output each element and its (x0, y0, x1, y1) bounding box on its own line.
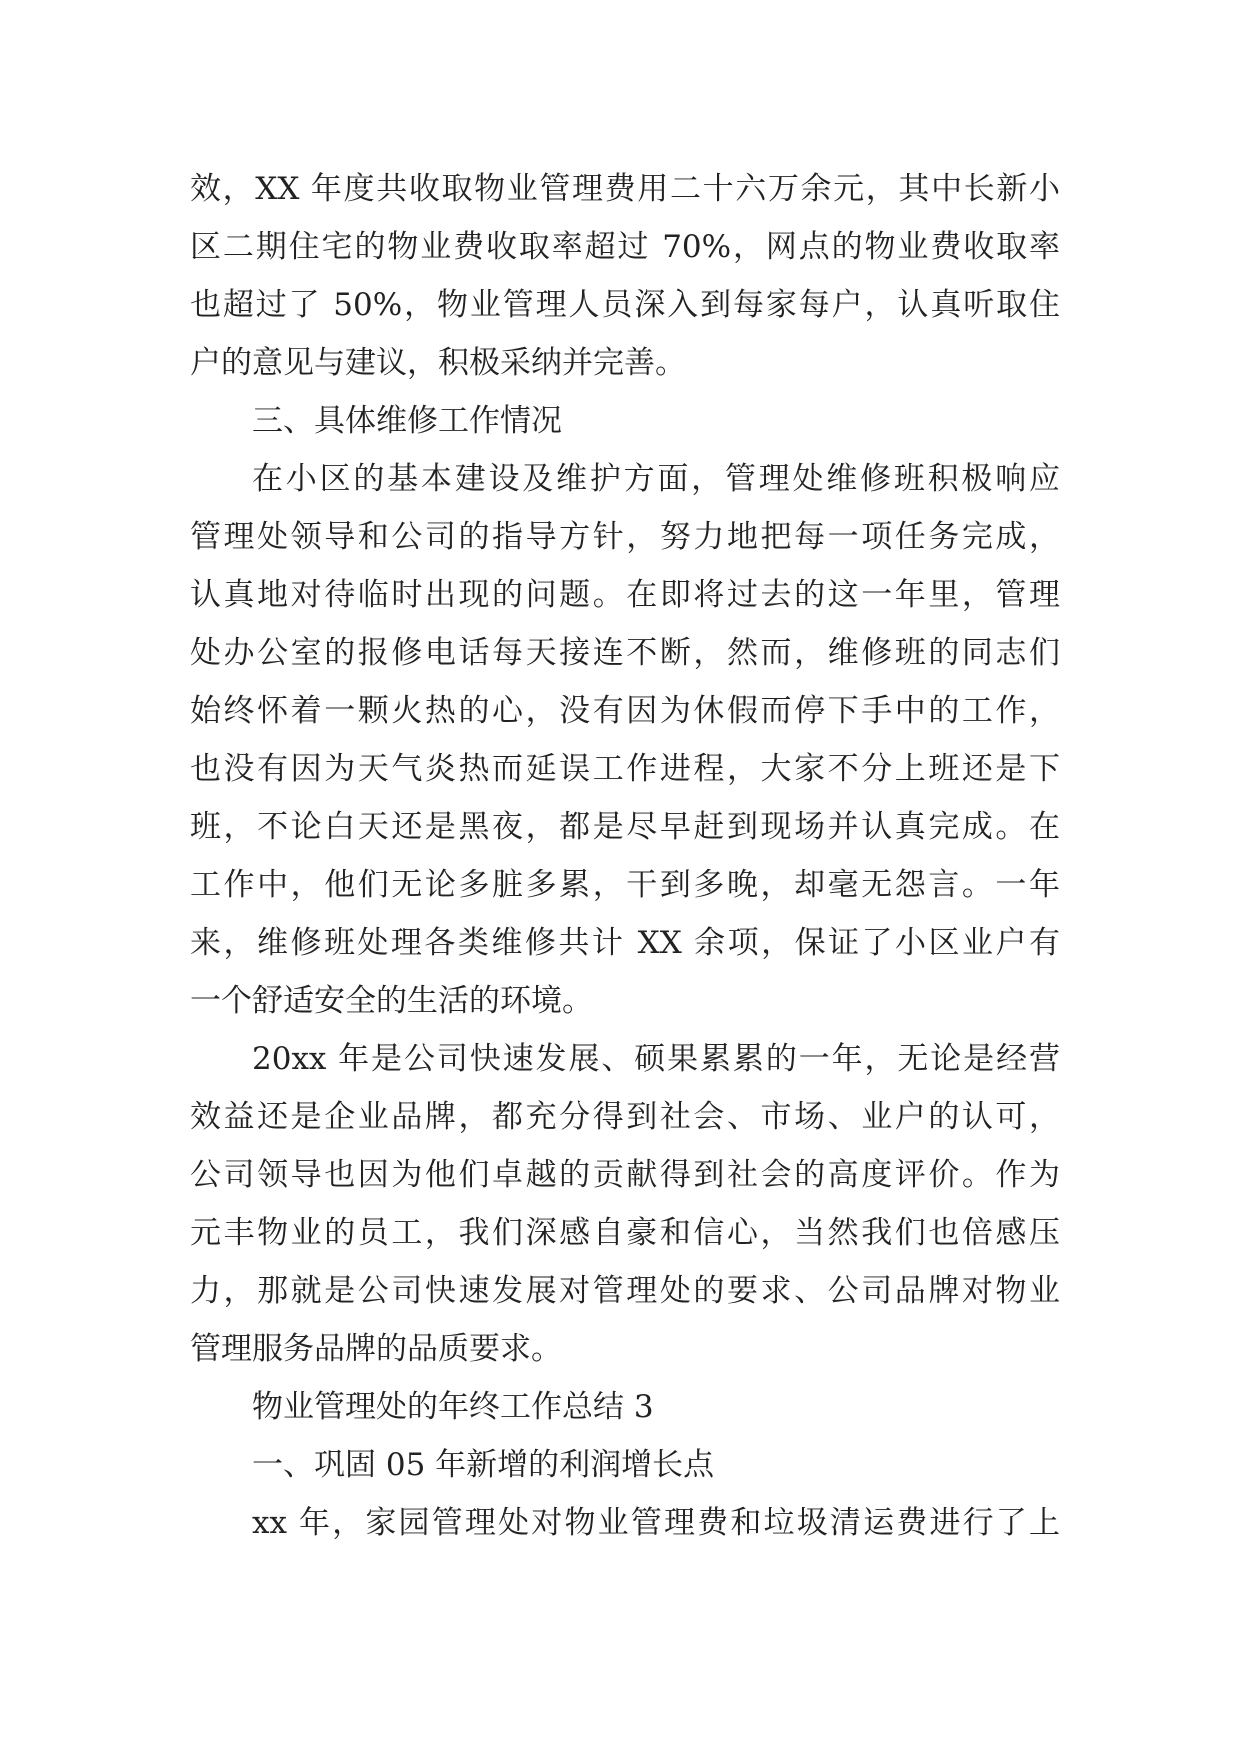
paragraph-line: 始终怀着一颗火热的心，没有因为休假而停下手中的工作， (190, 693, 1060, 729)
paragraph-line: 效益还是企业品牌，都充分得到社会、市场、业户的认可， (190, 1099, 1060, 1135)
paragraph-line: 工作中，他们无论多脏多累，干到多晚，却毫无怨言。一年 (190, 867, 1060, 903)
paragraph-line: 20xx 年是公司快速发展、硕果累累的一年，无论是经营 (252, 1041, 1060, 1077)
paragraph-fee-collection (190, 160, 1060, 392)
section-heading-profit: 一、巩固 05 年新增的利润增长点 (252, 1447, 715, 1483)
paragraph-line: 元丰物业的员工，我们深感自豪和信心，当然我们也倍感压 (190, 1215, 1060, 1251)
paragraph-line: 也超过了 50%，物业管理人员深入到每家每户，认真听取住 (190, 287, 1060, 323)
paragraph-line: 一个舒适安全的生活的环境。 (190, 983, 593, 1019)
paragraph-line: 管理服务品牌的品质要求。 (190, 1331, 562, 1367)
document-body (190, 160, 1060, 1552)
paragraph-line: 力，那就是公司快速发展对管理处的要求、公司品牌对物业 (190, 1273, 1060, 1309)
paragraph-line: 公司领导也因为他们卓越的贡献得到社会的高度评价。作为 (190, 1157, 1060, 1193)
paragraph-line: 在小区的基本建设及维护方面，管理处维修班积极响应 (252, 461, 1060, 497)
paragraph-line: 管理处领导和公司的指导方针，努力地把每一项任务完成， (190, 519, 1060, 555)
paragraph-line: 户的意见与建议，积极采纳并完善。 (190, 345, 686, 381)
paragraph-line: 区二期住宅的物业费收取率超过 70%，网点的物业费收取率 (190, 229, 1060, 265)
paragraph-line: 班，不论白天还是黑夜，都是尽早赶到现场并认真完成。在 (190, 809, 1060, 845)
paragraph-company-development (190, 1030, 1060, 1378)
section-title: 物业管理处的年终工作总结 3 (252, 1389, 654, 1425)
paragraph-line: 处办公室的报修电话每天接连不断，然而，维修班的同志们 (190, 635, 1060, 671)
paragraph-maintenance (190, 450, 1060, 1030)
section-heading-maintenance: 三、具体维修工作情况 (252, 403, 562, 439)
paragraph-fee-adjustment (190, 1494, 1060, 1552)
paragraph-line: 认真地对待临时出现的问题。在即将过去的这一年里，管理 (190, 577, 1060, 613)
paragraph-line: 来，维修班处理各类维修共计 XX 余项，保证了小区业户有 (190, 925, 1060, 961)
paragraph-line: 效，XX 年度共收取物业管理费用二十六万余元，其中长新小 (190, 171, 1060, 207)
paragraph-line: 也没有因为天气炎热而延误工作进程，大家不分上班还是下 (190, 751, 1060, 787)
paragraph-line: xx 年，家园管理处对物业管理费和垃圾清运费进行了上 (252, 1505, 1060, 1541)
